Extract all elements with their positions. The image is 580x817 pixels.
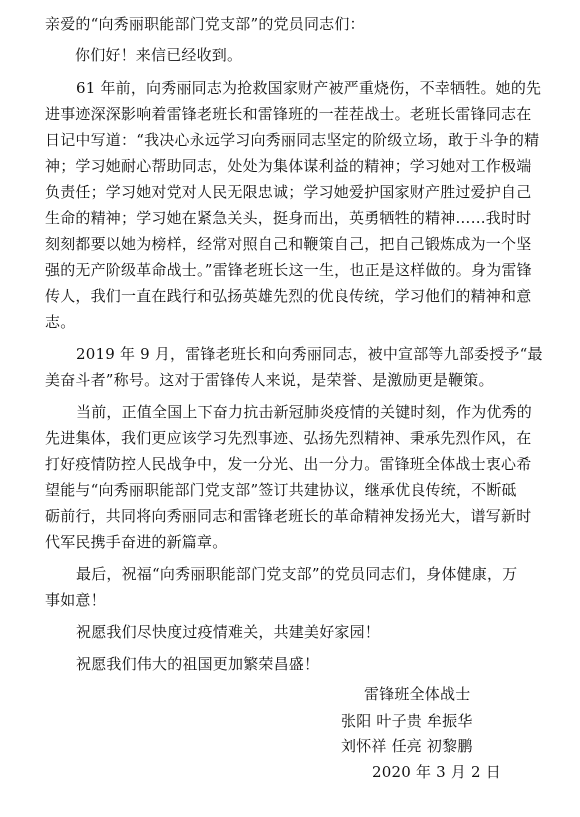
paragraph-4-line-2: 事如意！ [45,591,106,609]
paragraph-3-line-3: 打好疫情防控人民战争中，发一分光、出一分力。雷锋班全体战士衷心希 [45,455,532,473]
greeting-line: 你们好！来信已经收到。 [75,46,243,64]
signature-group: 雷锋班全体战士 [364,685,471,703]
signature-names-row-2: 刘怀祥 任亮 初黎鹏 [341,737,473,755]
wish-line-2: 祝愿我们伟大的祖国更加繁荣昌盛！ [76,655,320,673]
paragraph-3-line-4: 望能与“向秀丽职能部门党支部”签订共建协议，继承优良传统，不断砥 [45,481,517,499]
paragraph-1-line-10: 志。 [45,313,76,331]
paragraph-1-line-5: 负责任；学习她对党对人民无限忠诚；学习她爱护国家财产胜过爱护自己 [45,183,532,201]
wish-line-1: 祝愿我们尽快度过疫情难关，共建美好家园！ [76,623,381,641]
paragraph-1-line-3: 日记中写道：“我决心永远学习向秀丽同志坚定的阶级立场，敢于斗争的精 [45,131,540,149]
paragraph-1-line-2: 进事迹深深影响着雷锋老班长和雷锋班的一茬茬战士。老班长雷锋同志在 [45,105,532,123]
paragraph-3-line-6: 代军民携手奋进的新篇章。 [45,533,228,551]
paragraph-1-line-8: 强的无产阶级革命战士。”雷锋老班长这一生，也正是这样做的。身为雷锋 [45,261,532,279]
paragraph-1-line-6: 生命的精神；学习她在紧急关头，挺身而出，英勇牺牲的精神……我时时 [45,209,532,227]
paragraph-2-line-2: 美奋斗者”称号。这对于雷锋传人来说，是荣誉、是激励更是鞭策。 [45,371,494,389]
paragraph-1-line-1: 61 年前，向秀丽同志为抢救国家财产被严重烧伤，不幸牺牲。她的先 [76,79,542,97]
paragraph-4-line-1: 最后，祝福“向秀丽职能部门党支部”的党员同志们，身体健康，万 [76,565,518,583]
paragraph-3-line-5: 砺前行，共同将向秀丽同志和雷锋老班长的革命精神发扬光大，谱写新时 [45,507,532,525]
paragraph-1-line-4: 神；学习她耐心帮助同志，处处为集体谋利益的精神；学习她对工作极端 [45,157,532,175]
signature-date: 2020 年 3 月 2 日 [372,763,501,781]
paragraph-3-line-1: 当前，正值全国上下奋力抗击新冠肺炎疫情的关键时刻，作为优秀的 [76,403,533,421]
signature-names-row-1: 张阳 叶子贵 牟振华 [341,712,473,730]
paragraph-1-line-7: 刻刻都要以她为榜样，经常对照自己和鞭策自己，把自己锻炼成为一个坚 [45,235,532,253]
paragraph-1-line-9: 传人，我们一直在践行和弘扬英雄先烈的优良传统，学习他们的精神和意 [45,287,532,305]
salutation: 亲爱的“向秀丽职能部门党支部”的党员同志们： [45,15,365,33]
paragraph-3-line-2: 先进集体，我们更应该学习先烈事迹、弘扬先烈精神、秉承先烈作风，在 [45,429,532,447]
paragraph-2-line-1: 2019 年 9 月，雷锋老班长和向秀丽同志，被中宣部等九部委授予“最 [76,345,543,363]
